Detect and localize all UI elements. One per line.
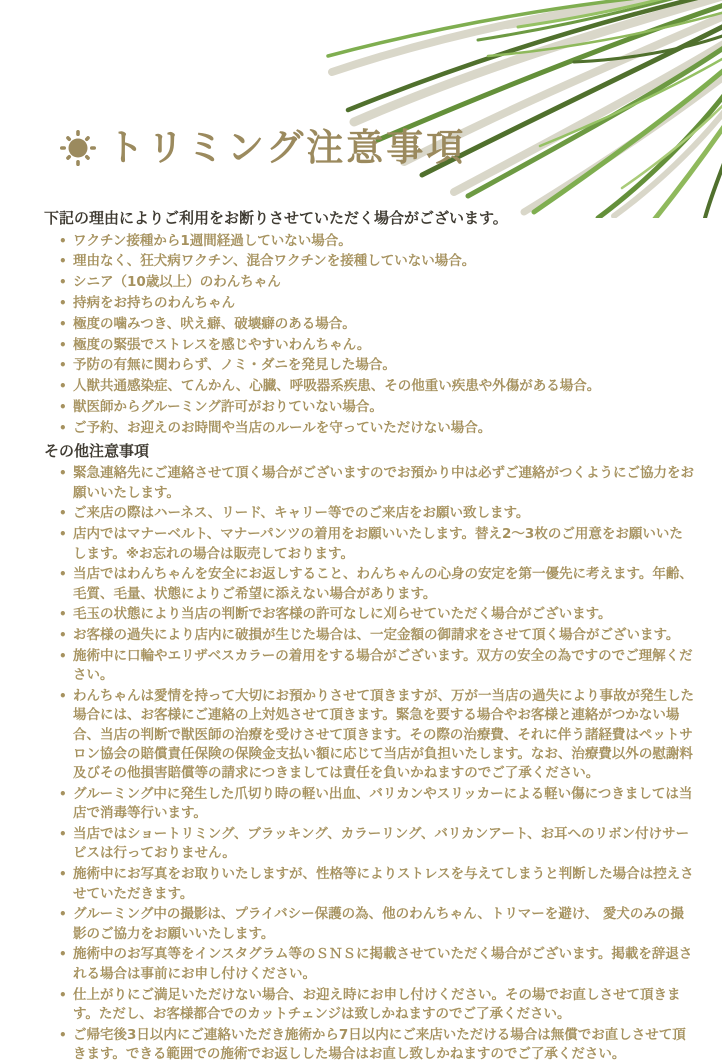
sun-icon bbox=[58, 128, 98, 168]
page-title: トリミング注意事項 bbox=[107, 125, 467, 169]
list-item: • シニア（10歳以上）のわんちゃん bbox=[73, 273, 696, 292]
refusal-reasons-list bbox=[44, 232, 696, 438]
list-item: • 緊急連絡先にご連絡させて頂く場合がございますのでお預かり中は必ずご連絡がつくようにご協力をお願いいたします。 bbox=[73, 464, 696, 503]
other-section-heading: その他注意事項 bbox=[44, 442, 150, 461]
list-item: • 店内ではマナーベルト、マナーパンツの着用をお願いいたします。替え2〜3枚のご用意をお願いいたします。※お忘れの場合は販売しております。 bbox=[73, 525, 696, 564]
list-item: • 理由なく、狂犬病ワクチン、混合ワクチンを接種していない場合。 bbox=[73, 252, 696, 271]
list-item: • 持病をお持ちのわんちゃん bbox=[73, 294, 696, 313]
list-item: • ご予約、お迎えのお時間や当店のルールを守っていただけない場合。 bbox=[73, 419, 696, 438]
list-item: • お客様の過失により店内に破損が生じた場合は、一定金額の御請求をさせて頂く場合がございます。 bbox=[73, 626, 696, 645]
list-item: • 予防の有無に関わらず、ノミ・ダニを発見した場合。 bbox=[73, 356, 696, 375]
list-item: • 極度の緊張でストレスを感じやすいわんちゃん。 bbox=[73, 336, 696, 355]
list-item: • 施術中に口輪やエリザベスカラーの着用をする場合がございます。双方の安全の為ですのでご理解ください。 bbox=[73, 647, 696, 686]
title-row bbox=[58, 102, 696, 194]
list-item: • グルーミング中に発生した爪切り時の軽い出血、バリカンやスリッカーによる軽い傷につきましては当店で消毒等行います。 bbox=[73, 785, 696, 824]
list-item: • 獣医師からグルーミング許可がおりていない場合。 bbox=[73, 398, 696, 417]
list-item: • ご帰宅後3日以内にご連絡いただき施術から7日以内にご来店いただける場合は無償でお直しさせて頂きます。できる範囲での施術でお返しした場合はお直し致しかねますのでご了承ください。 bbox=[73, 1026, 696, 1064]
list-item: • 当店ではわんちゃんを安全にお返しすること、わんちゃんの心身の安定を第一優先に考えます。年齢、毛質、毛量、状態によりご希望に添えない場合があります。 bbox=[73, 565, 696, 604]
other-notes-list bbox=[44, 464, 696, 1064]
list-item: • 人獣共通感染症、てんかん、心臓、呼吸器系疾患、その他重い疾患や外傷がある場合。 bbox=[73, 377, 696, 396]
list-item: • 仕上がりにご満足いただけない場合、お迎え時にお申し付けください。その場でお直しさせて頂きます。ただし、お客様都合でのカットチェンジは致しかねますのでご了承ください。 bbox=[73, 986, 696, 1025]
list-item: • 施術中にお写真をお取りいたしますが、性格等によりストレスを与えてしまうと判断した場合は控えさせていただきます。 bbox=[73, 865, 696, 904]
list-item: • わんちゃんは愛情を持って大切にお預かりさせて頂きますが、万が一当店の過失により事故が発生した場合には、お客様にご連絡の上対処させて頂きます。緊急を要する場合やお客様と連絡がつかない場合、当店の判断で獣医師の治療を受けさせて頂きます。その際の治療費、それに伴う諸経費はペットサロン協会の賠償責任保険の保険金支払い額に応じて当店が負担いたします。なお、治療費以外の慰謝料及びその他損害賠償等の請求につきましては責任を負いかねますのでご了承ください。 bbox=[73, 687, 696, 783]
list-item: • グルーミング中の撮影は、プライバシー保護の為、他のわんちゃん、トリマーを避け、 愛犬のみの撮影のご協力をお願いいたします。 bbox=[73, 905, 696, 944]
list-item: • ワクチン接種から1週間経過していない場合。 bbox=[73, 232, 696, 251]
list-item: • 毛玉の状態により当店の判断でお客様の許可なしに刈らせていただく場合がございます。 bbox=[73, 605, 696, 624]
list-item: • 極度の噛みつき、吠え癖、破壊癖のある場合。 bbox=[73, 315, 696, 334]
list-item: • 施術中のお写真等をインスタグラム等のＳＮＳに掲載させていただく場合がございます。掲載を辞退される場合は事前にお申し付けください。 bbox=[73, 945, 696, 984]
refusal-section-heading: 下記の理由によりご利用をお断りさせていただく場合がございます。 bbox=[44, 209, 508, 228]
list-item: • ご来店の際はハーネス、リード、キャリー等でのご来店をお願い致します。 bbox=[73, 504, 696, 523]
list-item: • 当店ではショートリミング、ブラッキング、カラーリング、バリカンアート、お耳へのリボン付けサービスは行っておりません。 bbox=[73, 825, 696, 864]
